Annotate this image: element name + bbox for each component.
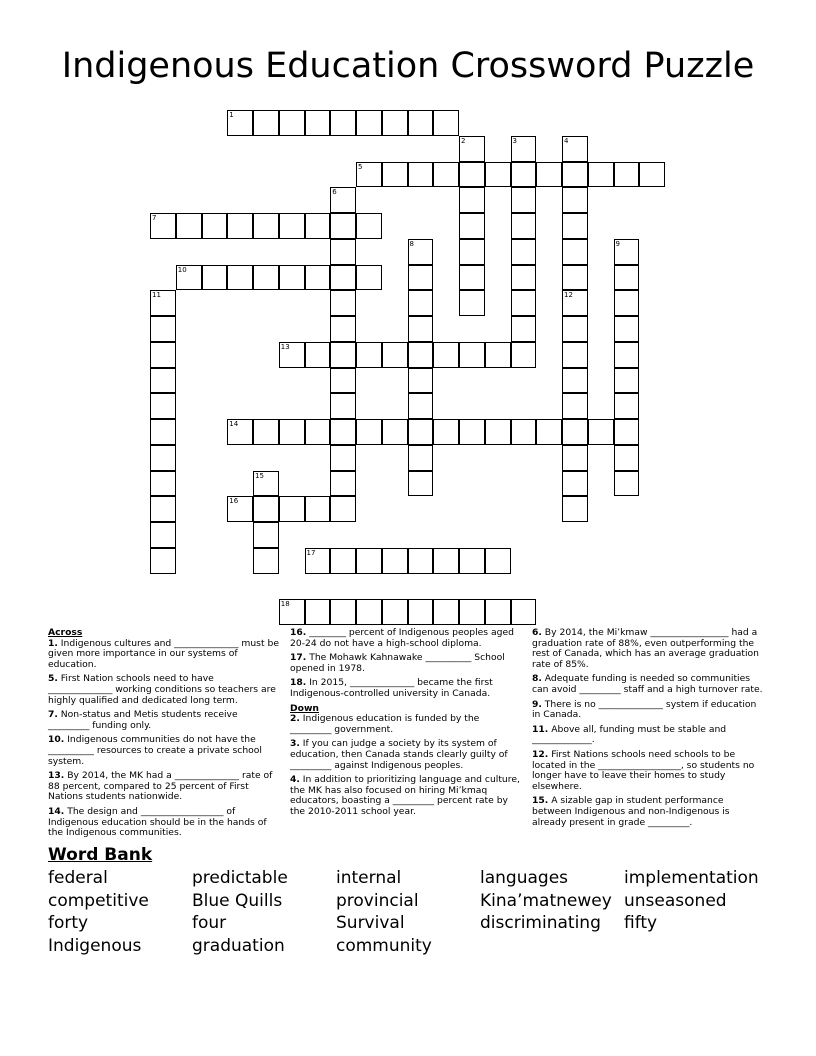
word-bank-word: provincial [336, 890, 419, 911]
crossword-cell[interactable] [227, 213, 253, 239]
clue-item [532, 628, 764, 670]
clue-number: 5 [358, 162, 363, 171]
clue-number: 12 [564, 291, 573, 300]
crossword-cell[interactable] [279, 213, 305, 239]
word-bank-word: graduation [192, 936, 285, 957]
crossword-cell[interactable] [511, 599, 537, 625]
clue-number: 15 [255, 471, 264, 480]
crossword-cell[interactable] [562, 368, 588, 394]
clue-number: 7 [152, 214, 157, 222]
crossword-cell[interactable] [408, 290, 434, 316]
crossword-cell[interactable] [485, 162, 511, 188]
clue-item [532, 700, 764, 721]
crossword-cell[interactable] [330, 316, 356, 342]
crossword-cell[interactable] [356, 419, 382, 445]
crossword-cell[interactable] [253, 419, 279, 445]
crossword-cell[interactable] [330, 368, 356, 394]
word-bank-column [336, 867, 481, 958]
clue-number-label: 15. [532, 795, 549, 807]
crossword-cell[interactable] [459, 239, 485, 265]
word-bank-word: four [192, 913, 227, 934]
crossword-cell[interactable] [408, 265, 434, 291]
crossword-cell[interactable] [408, 110, 434, 136]
clue-text: First Nation schools need to have ______________ working conditions so teachers are highly qualified and dedicated long term. [48, 673, 276, 706]
crossword-cell[interactable] [614, 419, 640, 445]
crossword-cell[interactable] [150, 471, 176, 497]
crossword-cell[interactable] [150, 290, 176, 316]
crossword-cell[interactable] [279, 496, 305, 522]
crossword-cell[interactable] [305, 265, 331, 291]
clue-number: 6 [332, 188, 337, 197]
crossword-cell[interactable] [511, 316, 537, 342]
crossword-cell[interactable] [176, 265, 202, 291]
crossword-cell[interactable] [485, 599, 511, 625]
crossword-cell[interactable] [330, 393, 356, 419]
crossword-cell[interactable] [562, 471, 588, 497]
crossword-cell[interactable] [408, 471, 434, 497]
crossword-cell[interactable] [253, 496, 279, 522]
word-bank-word: Indigenous [48, 936, 142, 957]
crossword-cell[interactable] [562, 342, 588, 368]
crossword-cell[interactable] [356, 162, 382, 188]
crossword-cell[interactable] [562, 239, 588, 265]
word-bank-word: unseasoned [624, 890, 727, 911]
word-bank-word: languages [480, 868, 569, 888]
crossword-cell[interactable] [150, 393, 176, 419]
crossword-cell[interactable] [459, 342, 485, 368]
crossword-cell[interactable] [279, 599, 305, 625]
crossword-cell[interactable] [176, 213, 202, 239]
clue-item [48, 674, 280, 706]
clue-text: Adequate funding is needed so communities can avoid _________ staff and a high turnover rate. [532, 673, 763, 695]
crossword-cell[interactable] [459, 187, 485, 213]
crossword-cell[interactable] [408, 393, 434, 419]
clue-number: 13 [280, 342, 290, 351]
word-bank-column [480, 867, 625, 935]
across-heading: Across [48, 627, 83, 638]
crossword-cell[interactable] [588, 419, 614, 445]
down-heading: Down [290, 702, 319, 714]
crossword-cell[interactable] [253, 471, 279, 497]
crossword-cell[interactable] [253, 522, 279, 548]
crossword-cell[interactable] [356, 265, 382, 291]
word-bank-column [48, 867, 193, 958]
crossword-cell[interactable] [562, 316, 588, 342]
crossword-cell[interactable] [511, 136, 537, 162]
crossword-cell[interactable] [227, 110, 253, 136]
clue-text: The Mohawk Kahnawake __________ School opened in 1978. [290, 652, 505, 674]
crossword-cell[interactable] [305, 548, 331, 574]
crossword-cell[interactable] [227, 265, 253, 291]
clue-number-label: 16. [290, 627, 307, 638]
crossword-cell[interactable] [330, 110, 356, 136]
crossword-cell[interactable] [150, 548, 176, 574]
crossword-cell[interactable] [459, 136, 485, 162]
crossword-cell[interactable] [408, 548, 434, 574]
clue-text: ________ percent of Indigenous peoples aged 20-24 do not have a high-school diploma. [290, 627, 514, 649]
crossword-cell[interactable] [562, 496, 588, 522]
crossword-cell[interactable] [305, 496, 331, 522]
crossword-cell[interactable] [459, 419, 485, 445]
clue-text: Indigenous education is funded by the _________ government. [290, 713, 480, 735]
crossword-cell[interactable] [562, 290, 588, 316]
crossword-cell[interactable] [356, 213, 382, 239]
crossword-cell[interactable] [150, 496, 176, 522]
crossword-cell[interactable] [382, 548, 408, 574]
crossword-cell[interactable] [433, 599, 459, 625]
crossword-cell[interactable] [614, 290, 640, 316]
crossword-cell[interactable] [614, 471, 640, 497]
crossword-cell[interactable] [408, 239, 434, 265]
word-bank-word: Kina’matnewey [480, 890, 612, 911]
word-bank-word: discriminating [480, 913, 601, 934]
crossword-cell[interactable] [227, 496, 253, 522]
crossword-cell[interactable] [150, 445, 176, 471]
crossword-cell[interactable] [227, 419, 253, 445]
crossword-cell[interactable] [305, 419, 331, 445]
clue-text: A sizable gap in student performance between Indigenous and non-Indigenous is already present in grade _________. [532, 795, 730, 828]
crossword-cell[interactable] [588, 162, 614, 188]
clue-text: In 2015, ______________ became the first Indigenous-controlled university in Canada. [290, 677, 493, 699]
clue-text: If you can judge a society by its system of education, then Canada stands clearly guilty of _________ against Indigenous peoples. [290, 738, 508, 771]
clue-number-label: 5. [48, 673, 58, 685]
crossword-cell[interactable] [485, 419, 511, 445]
clue-text: The design and __________________ of Indigenous education should be in the hands of the Indigenous communities. [48, 805, 267, 839]
crossword-cell[interactable] [150, 522, 176, 548]
crossword-cell[interactable] [614, 162, 640, 188]
clue-number: 10 [177, 265, 187, 274]
crossword-cell[interactable] [511, 265, 537, 291]
crossword-cell[interactable] [511, 290, 537, 316]
crossword-cell[interactable] [330, 290, 356, 316]
clue-number-label: 2. [290, 713, 300, 725]
crossword-cell[interactable] [330, 471, 356, 497]
crossword-cell[interactable] [330, 187, 356, 213]
crossword-cell[interactable] [614, 342, 640, 368]
clue-number-label: 7. [48, 709, 58, 721]
crossword-cell[interactable] [433, 110, 459, 136]
crossword-cell[interactable] [536, 162, 562, 188]
crossword-cell[interactable] [330, 496, 356, 522]
clue-number: 2 [461, 136, 466, 145]
crossword-cell[interactable] [511, 419, 537, 445]
clue-item [532, 750, 764, 792]
clue-number-label: 14. [48, 805, 65, 817]
clue-number: 9 [615, 239, 620, 248]
crossword-cell[interactable] [459, 599, 485, 625]
crossword-cell[interactable] [408, 368, 434, 394]
word-bank-word: implementation [624, 868, 759, 888]
crossword-cell[interactable] [562, 136, 588, 162]
word-bank-word: Survival [336, 913, 405, 934]
crossword-cell[interactable] [382, 599, 408, 625]
clue-number: 17 [306, 548, 316, 557]
crossword-cell[interactable] [614, 316, 640, 342]
clue-number: 8 [409, 239, 414, 248]
crossword-cell[interactable] [382, 110, 408, 136]
crossword-cell[interactable] [459, 162, 485, 188]
crossword-cell[interactable] [614, 239, 640, 265]
word-bank-word: competitive [48, 890, 149, 911]
crossword-cell[interactable] [150, 419, 176, 445]
crossword-cell[interactable] [408, 419, 434, 445]
word-bank-word: forty [48, 913, 89, 934]
crossword-cell[interactable] [536, 419, 562, 445]
word-bank-word: federal [48, 868, 108, 888]
clue-item [532, 725, 764, 746]
clue-number-label: 3. [290, 738, 300, 750]
crossword-cell[interactable] [511, 239, 537, 265]
crossword-cell[interactable] [382, 162, 408, 188]
crossword-cell[interactable] [433, 419, 459, 445]
clue-text: In addition to prioritizing language and culture, the MK has also focused on hiring Mi’kmaq educators, boasting a _________ percent rate by the 2010-2011 school year. [290, 774, 520, 817]
crossword-cell[interactable] [459, 265, 485, 291]
crossword-cell[interactable] [279, 110, 305, 136]
crossword-cell[interactable] [433, 342, 459, 368]
crossword-cell[interactable] [356, 342, 382, 368]
crossword-cell[interactable] [408, 316, 434, 342]
clue-number: 14 [229, 420, 239, 428]
clue-number-label: 9. [532, 698, 542, 710]
crossword-cell[interactable] [356, 548, 382, 574]
crossword-cell[interactable] [511, 162, 537, 188]
crossword-cell[interactable] [150, 316, 176, 342]
crossword-cell[interactable] [408, 445, 434, 471]
clue-number-label: 10. [48, 734, 65, 746]
clue-text: Above all, funding must be stable and _____________. [532, 723, 727, 746]
crossword-cell[interactable] [150, 213, 176, 239]
crossword-cell[interactable] [562, 213, 588, 239]
crossword-cell[interactable] [305, 342, 331, 368]
clues-column-3 [532, 628, 764, 832]
word-bank-word: internal [336, 868, 402, 888]
crossword-cell[interactable] [279, 342, 305, 368]
crossword-cell[interactable] [356, 599, 382, 625]
clue-item [290, 628, 522, 649]
crossword-cell[interactable] [356, 110, 382, 136]
crossword-cell[interactable] [562, 393, 588, 419]
clue-number: 11 [152, 291, 161, 300]
crossword-cell[interactable] [562, 265, 588, 291]
crossword-cell[interactable] [614, 265, 640, 291]
crossword-cell[interactable] [408, 342, 434, 368]
crossword-cell[interactable] [562, 187, 588, 213]
clue-text: By 2014, the Mi’kmaw _________________ had a graduation rate of 88%, even outperforming the rest of Canada, which has an average graduation rate of 85%. [532, 627, 759, 670]
word-bank-word: predictable [192, 868, 288, 888]
clue-text: There is no ______________ system if education in Canada. [532, 698, 757, 721]
crossword-cell[interactable] [459, 548, 485, 574]
crossword-cell[interactable] [202, 213, 228, 239]
clue-text: By 2014, the MK had a ______________ rate of 88 percent, compared to 25 percent of First Nations students nationwide. [48, 770, 273, 803]
crossword-cell[interactable] [305, 599, 331, 625]
clue-number: 1 [229, 111, 234, 119]
clue-item [290, 775, 522, 817]
clue-item [48, 735, 280, 767]
clues-column-1 [48, 628, 280, 843]
clue-number-label: 4. [290, 774, 300, 786]
word-bank-column [192, 867, 337, 958]
clue-number: 3 [512, 136, 517, 145]
crossword-cell[interactable] [562, 162, 588, 188]
crossword-cell[interactable] [485, 342, 511, 368]
clue-item [48, 807, 280, 839]
word-bank-title: Word Bank [48, 845, 153, 865]
crossword-cell[interactable] [614, 445, 640, 471]
crossword-cell[interactable] [511, 213, 537, 239]
crossword-cell[interactable] [330, 599, 356, 625]
crossword-cell[interactable] [305, 213, 331, 239]
word-bank-column [624, 867, 769, 935]
crossword-cell[interactable] [408, 599, 434, 625]
crossword-cell[interactable] [511, 342, 537, 368]
clue-number-label: 8. [532, 673, 542, 685]
crossword-cell[interactable] [253, 265, 279, 291]
clue-number-label: 18. [290, 677, 307, 689]
clue-item [532, 674, 764, 695]
crossword-cell[interactable] [253, 110, 279, 136]
crossword-cell[interactable] [614, 393, 640, 419]
clue-text: First Nations schools need schools to be located in the __________________, so students no longer have to leave their homes to study elsewhere. [532, 748, 755, 792]
clue-item [290, 714, 522, 735]
word-bank-word: fifty [624, 913, 658, 934]
word-bank-word: community [336, 936, 432, 957]
crossword-cell[interactable] [305, 110, 331, 136]
crossword-cell[interactable] [330, 342, 356, 368]
crossword-cell[interactable] [330, 239, 356, 265]
clue-item [290, 653, 522, 674]
clue-number: 4 [564, 136, 569, 145]
clue-item [48, 639, 280, 671]
clue-number-label: 17. [290, 652, 307, 664]
crossword-cell[interactable] [330, 265, 356, 291]
clue-text: Indigenous cultures and ______________ must be given more importance in our systems of education. [48, 637, 279, 670]
crossword-cell[interactable] [150, 368, 176, 394]
crossword-cell[interactable] [202, 265, 228, 291]
clue-number-label: 13. [48, 770, 65, 782]
crossword-cell[interactable] [459, 290, 485, 316]
clue-item [532, 796, 764, 828]
clue-item [48, 771, 280, 803]
crossword-cell[interactable] [408, 162, 434, 188]
crossword-cell[interactable] [279, 419, 305, 445]
crossword-cell[interactable] [562, 445, 588, 471]
crossword-cell[interactable] [562, 419, 588, 445]
clue-number-label: 1. [48, 637, 58, 649]
crossword-cell[interactable] [253, 213, 279, 239]
crossword-cell[interactable] [253, 548, 279, 574]
clue-text: Indigenous communities do not have the __________ resources to create a private school system. [48, 734, 262, 767]
crossword-cell[interactable] [485, 548, 511, 574]
clue-number-label: 11. [532, 723, 549, 735]
crossword-cell[interactable] [459, 213, 485, 239]
page-title: Indigenous Education Crossword Puzzle [61, 46, 755, 86]
clue-number-label: 6. [532, 627, 542, 638]
crossword-cell[interactable] [279, 265, 305, 291]
crossword-cell[interactable] [382, 342, 408, 368]
crossword-cell[interactable] [511, 187, 537, 213]
clue-number: 16 [229, 497, 239, 506]
crossword-cell[interactable] [433, 548, 459, 574]
crossword-cell[interactable] [330, 445, 356, 471]
crossword-cell[interactable] [330, 213, 356, 239]
clue-number-label: 12. [532, 748, 549, 760]
crossword-cell[interactable] [330, 419, 356, 445]
clue-item [290, 739, 522, 771]
clue-item [290, 678, 522, 699]
word-bank-word: Blue Quills [192, 890, 283, 911]
clue-number: 18 [280, 600, 290, 609]
crossword-cell[interactable] [382, 419, 408, 445]
crossword-cell[interactable] [639, 162, 665, 188]
clue-item [48, 710, 280, 731]
crossword-cell[interactable] [614, 368, 640, 394]
clue-text: Non-status and Metis students receive _________ funding only. [48, 709, 238, 731]
crossword-cell[interactable] [433, 162, 459, 188]
clues-column-2 [290, 628, 522, 822]
crossword-cell[interactable] [150, 342, 176, 368]
crossword-cell[interactable] [330, 548, 356, 574]
